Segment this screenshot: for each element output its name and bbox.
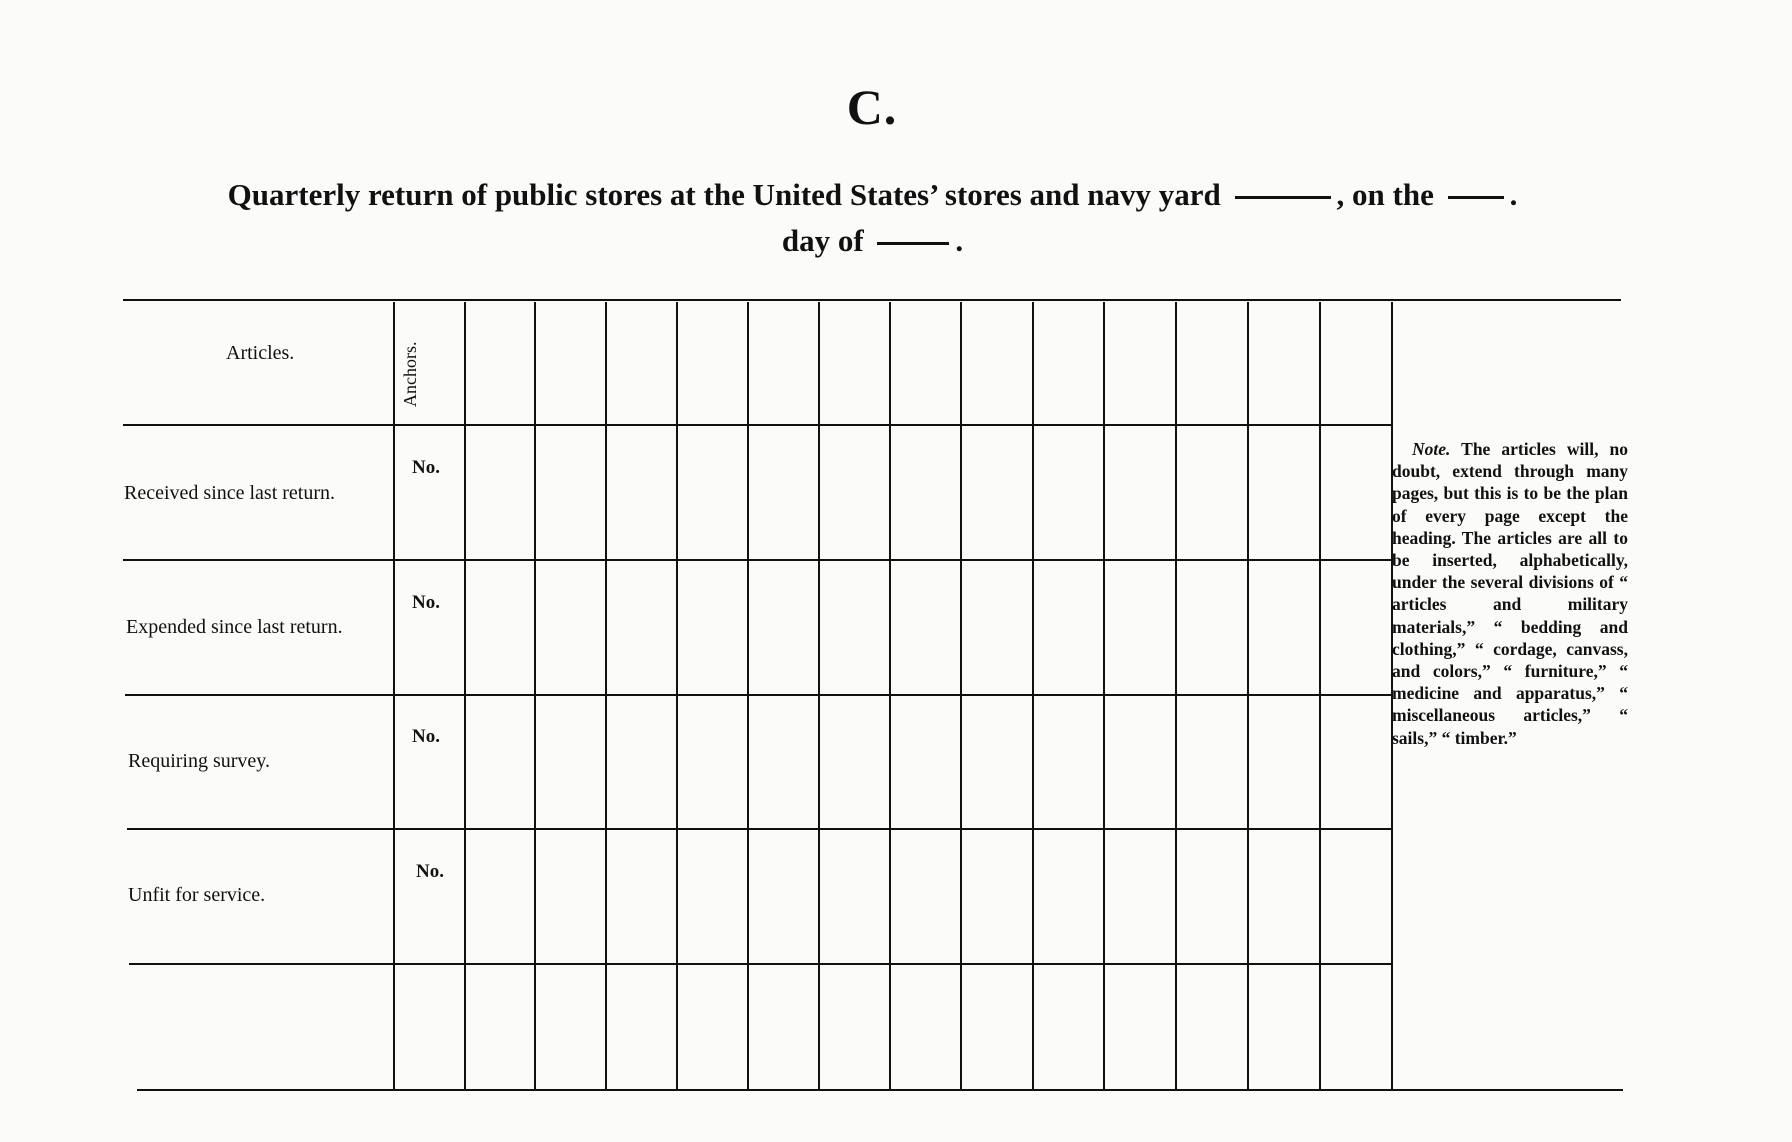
row-label-requiring-survey: Requiring survey. — [128, 750, 271, 772]
table-rule-row-2 — [123, 559, 1391, 561]
heading-part-3: . — [1509, 177, 1518, 212]
row-unit-requiring-survey: No. — [412, 726, 440, 747]
table-column-rule — [1175, 302, 1177, 1089]
table-column-rule — [605, 302, 607, 1089]
heading-part-4: day of — [781, 223, 864, 258]
articles-header: Articles. — [226, 342, 295, 364]
heading-blank-month — [877, 242, 949, 245]
table-column-rule — [464, 302, 466, 1089]
heading-part-5: . — [955, 223, 964, 258]
row-unit-unfit: No. — [416, 861, 444, 882]
heading-blank-yard — [1235, 196, 1331, 199]
table-column-rule — [889, 302, 891, 1089]
row-label-unfit: Unfit for service. — [128, 884, 266, 906]
heading-part-2: , on the — [1336, 177, 1434, 212]
heading-line-1 — [115, 172, 1630, 218]
row-unit-expended: No. — [412, 592, 440, 613]
table-rule-row-5 — [129, 963, 1391, 965]
heading-line-2 — [115, 218, 1630, 264]
row-label-expended: Expended since last return. — [126, 616, 343, 638]
table-column-rule — [1319, 302, 1321, 1089]
heading-blank-date — [1448, 196, 1504, 199]
table-column-rule — [534, 302, 536, 1089]
table-rule-bottom — [137, 1089, 1623, 1091]
anchors-column-header: Anchors. — [400, 341, 420, 407]
document-letter: C. — [846, 79, 898, 135]
table-rule-row-1 — [123, 424, 1391, 426]
table-rule-row-4 — [127, 828, 1391, 830]
table-rule-row-3 — [125, 694, 1391, 696]
table-column-rule — [818, 302, 820, 1089]
table-column-rule — [960, 302, 962, 1089]
document-heading — [115, 172, 1630, 264]
note-text: The articles will, no doubt, extend through many pages, but this is to be the plan of every page except the heading. The articles are all to be inserted, alphabetically, under the several divisions of “ articles and military materials,” “ bedding and clothing,” “ cordage, canvass, and colors,” “ furniture,” “ medicine and apparatus,” “ miscellaneous articles,” “ sails,” “ timber.” — [1392, 439, 1629, 748]
table-column-rule — [676, 302, 678, 1089]
table-column-rule — [1032, 302, 1034, 1089]
table-rule-top — [123, 299, 1621, 301]
table-column-rule — [1247, 302, 1249, 1089]
side-note — [1392, 438, 1628, 749]
row-unit-received: No. — [412, 457, 440, 478]
table-column-rule — [393, 302, 395, 1089]
table-column-rule — [747, 302, 749, 1089]
table-column-rule — [1103, 302, 1105, 1089]
heading-part-1: Quarterly return of public stores at the United States’ stores and navy yard — [227, 177, 1221, 212]
note-lead: Note. — [1412, 439, 1451, 459]
row-label-received: Received since last return. — [124, 482, 336, 504]
